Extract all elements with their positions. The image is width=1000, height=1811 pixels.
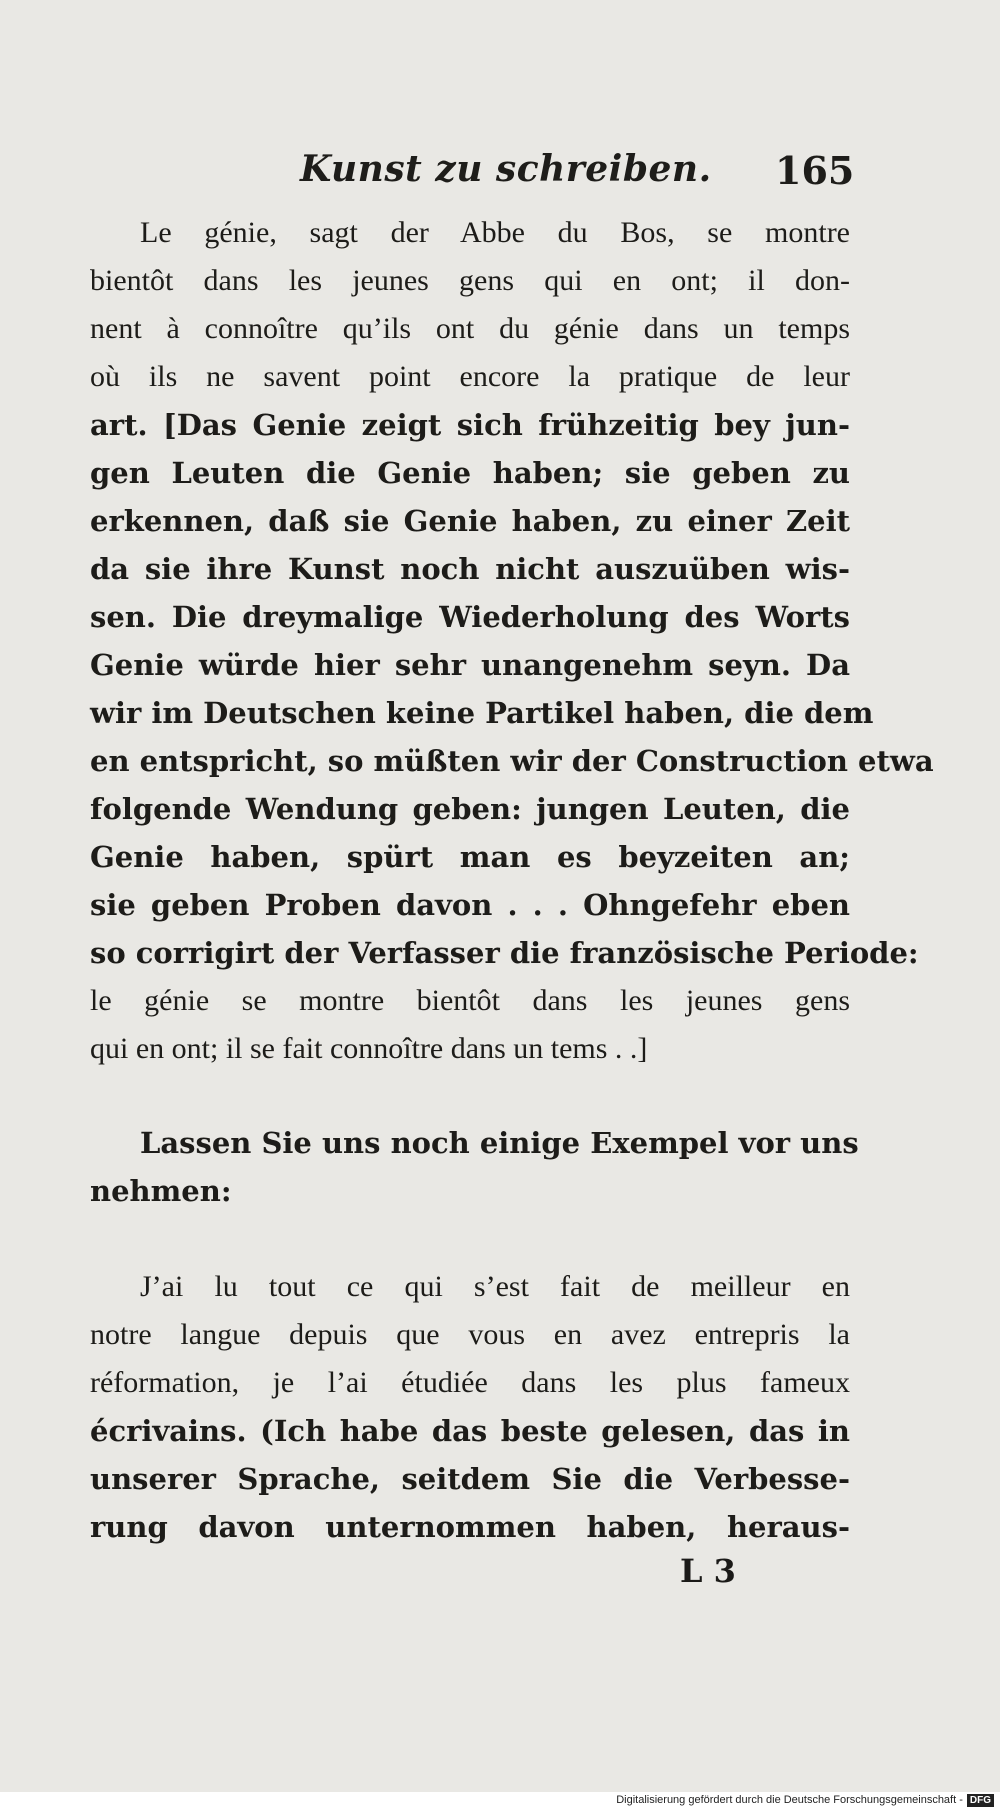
- text-line: unserer Sprache, seitdem Sie die Verbesse-: [90, 1462, 850, 1496]
- text-line: réformation, je l’ai étudiée dans les plus fameux: [90, 1366, 850, 1399]
- text-line: art. [Das Genie zeigt sich frühzeitig bey jun-: [90, 408, 850, 442]
- text-line: da sie ihre Kunst noch nicht auszuüben wis-: [90, 552, 850, 586]
- text-line: folgende Wendung geben: jungen Leuten, die: [90, 792, 850, 826]
- text-line: nehmen:: [90, 1174, 232, 1208]
- text-line: qui en ont; il se fait connoître dans un tems . .]: [90, 1032, 648, 1065]
- text-line: Lassen Sie uns noch einige Exempel vor uns: [140, 1126, 859, 1160]
- text-line: wir im Deutschen keine Partikel haben, die dem: [90, 696, 874, 730]
- text-line: notre langue depuis que vous en avez entrepris la: [90, 1318, 850, 1351]
- page-header: [0, 148, 1000, 198]
- text-line: sen. Die dreymalige Wiederholung des Worts: [90, 600, 850, 634]
- text-line: Genie haben, spürt man es beyzeiten an;: [90, 840, 850, 874]
- text-line: rung davon unternommen haben, heraus-: [90, 1510, 850, 1544]
- footer-credit-text: Digitalisierung gefördert durch die Deutsche Forschungsgemeinschaft -: [616, 1794, 963, 1806]
- footer-credit: [616, 1794, 994, 1807]
- text-line: erkennen, daß sie Genie haben, zu einer Zeit: [90, 504, 850, 538]
- text-line: Genie würde hier sehr unangenehm seyn. Da: [90, 648, 850, 682]
- text-line: so corrigirt der Verfasser die französische Periode:: [90, 936, 919, 970]
- text-line: nent à connoître qu’ils ont du génie dans un temps: [90, 312, 850, 345]
- page-number: 165: [775, 148, 855, 193]
- text-line: Le génie, sagt der Abbe du Bos, se montre: [140, 216, 850, 249]
- running-head: Kunst zu schreiben.: [300, 148, 712, 190]
- text-line: écrivains. (Ich habe das beste gelesen, das in: [90, 1414, 850, 1448]
- text-line: le génie se montre bientôt dans les jeunes gens: [90, 984, 850, 1017]
- signature-mark: L 3: [680, 1552, 736, 1590]
- dfg-logo: DFG: [967, 1794, 994, 1807]
- text-line: en entspricht, so müßten wir der Construction etwa: [90, 744, 934, 778]
- text-line: gen Leuten die Genie haben; sie geben zu: [90, 456, 850, 490]
- text-line: sie geben Proben davon . . . Ohngefehr eben: [90, 888, 850, 922]
- text-line: où ils ne savent point encore la pratique de leur: [90, 360, 850, 393]
- text-line: J’ai lu tout ce qui s’est fait de meilleur en: [140, 1270, 850, 1303]
- digitization-footer: [0, 1792, 1000, 1811]
- text-line: bientôt dans les jeunes gens qui en ont; il don-: [90, 264, 850, 297]
